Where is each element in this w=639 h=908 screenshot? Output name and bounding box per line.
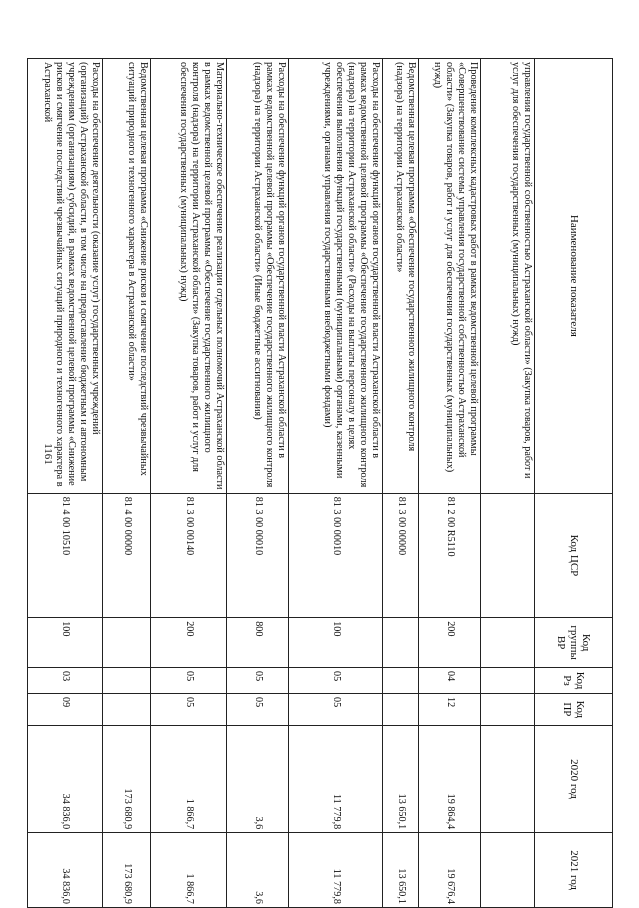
row-2020: 3,6 <box>227 725 289 833</box>
row-rz: 05 <box>289 668 383 694</box>
row-pr: 12 <box>419 694 481 726</box>
budget-table <box>27 58 613 908</box>
row-name: Расходы на обеспечение деятельности (оказание услуг) государственных учреждений (организаций) Астраханской области, в том числе на предоставление бюджетным и автономным учреждениям (организациям) субсидий, в рамках ведомственной целевой программы «Снижение рисков и смягчение последствий чрезвычайных ситуаций природного и техногенного характера в Астраханской <box>28 59 103 494</box>
row-csr: 81 4 00 10510 <box>28 493 103 618</box>
row-2020: 13 650,1 <box>383 725 419 833</box>
row-name: Расходы на обеспечение функций органов государственной власти Астраханской области в рамках ведомственной целевой программы «Обеспечение государственного жилищного контроля (надзора) на территории Астраханской области» (Иные бюджетные ассигнования) <box>227 59 289 494</box>
row-rz <box>383 668 419 694</box>
row-rz: 05 <box>227 668 289 694</box>
row-2021 <box>481 833 535 908</box>
row-2021: 19 676,4 <box>419 833 481 908</box>
row-vr: 800 <box>227 618 289 668</box>
row-pr: 05 <box>289 694 383 726</box>
header-2020: 2020 год <box>535 725 613 833</box>
row-vr: 200 <box>151 618 227 668</box>
row-2020: 19 864,4 <box>419 725 481 833</box>
table-row <box>103 59 151 908</box>
row-rz <box>103 668 151 694</box>
row-pr <box>481 694 535 726</box>
header-name: Наименование показателя <box>535 59 613 494</box>
row-2020: 1 866,7 <box>151 725 227 833</box>
row-vr <box>481 618 535 668</box>
row-pr: 09 <box>28 694 103 726</box>
row-pr <box>383 694 419 726</box>
row-csr <box>481 493 535 618</box>
header-2021: 2021 год <box>535 833 613 908</box>
row-name: Ведомственная целевая программа «Снижение рисков и смягчение последствий чрезвычайных ситуаций природного и техногенного характера в Астраханской области» <box>103 59 151 494</box>
header-vr: Код группы ВР <box>535 618 613 668</box>
row-2020: 34 836,0 <box>28 725 103 833</box>
row-rz: 05 <box>151 668 227 694</box>
row-2020: 173 680,9 <box>103 725 151 833</box>
row-vr: 100 <box>28 618 103 668</box>
table-row <box>227 59 289 908</box>
header-csr: Код ЦСР <box>535 493 613 618</box>
table-row <box>419 59 481 908</box>
header-rz: Код Рз <box>535 668 613 694</box>
row-2021: 11 779,8 <box>289 833 383 908</box>
row-2020: 11 779,8 <box>289 725 383 833</box>
row-pr: 05 <box>151 694 227 726</box>
table-row <box>383 59 419 908</box>
row-name: Проведение комплексных кадастровых работ в рамках ведомственной целевой программы «Совершенствование системы управления государственной собственностью Астраханской области» (Закупка товаров, работ и услуг для обеспечения государственных (муниципальных) нужд) <box>419 59 481 494</box>
row-vr <box>103 618 151 668</box>
header-pr: Код ПР <box>535 694 613 726</box>
header-row <box>535 59 613 908</box>
table-row <box>289 59 383 908</box>
table-row <box>151 59 227 908</box>
row-rz <box>481 668 535 694</box>
row-name: Расходы на обеспечение функций органов государственной власти Астраханской области в рамках ведомственной целевой программы «Обеспечение государственного жилищного контроля (надзора) на территории Астраханской области» (Расходы на выплаты персоналу в целях обеспечения выполнения функций государственными (муниципальными) органами, казенными учреждениями, органами управления государственными внебюджетными фондами) <box>289 59 383 494</box>
row-2021: 34 836,0 <box>28 833 103 908</box>
row-pr: 05 <box>227 694 289 726</box>
table-row <box>481 59 535 908</box>
row-2021: 1 866,7 <box>151 833 227 908</box>
row-2021: 173 680,9 <box>103 833 151 908</box>
row-name: Ведомственная целевая программа «Обеспечение государственного жилищного контроля (надзора) на территории Астраханской области» <box>383 59 419 494</box>
row-pr <box>103 694 151 726</box>
row-2021: 13 650,1 <box>383 833 419 908</box>
row-vr <box>383 618 419 668</box>
row-2020 <box>481 725 535 833</box>
row-csr: 81 3 00 00140 <box>151 493 227 618</box>
row-csr: 81 3 00 00010 <box>227 493 289 618</box>
row-csr: 81 3 00 00010 <box>289 493 383 618</box>
row-2021: 3,6 <box>227 833 289 908</box>
row-name: Материально-техническое обеспечение реализации отдельных полномочий Астраханской области в рамках ведомственной целевой программы «Обеспечение государственного жилищного контроля (надзора) на территории Астраханской области» (Закупка товаров, работ и услуг для обеспечения государственных (муниципальных) нужд) <box>151 59 227 494</box>
row-csr: 81 2 00 R5110 <box>419 493 481 618</box>
row-rz: 03 <box>28 668 103 694</box>
row-csr: 81 4 00 00000 <box>103 493 151 618</box>
row-vr: 200 <box>419 618 481 668</box>
row-name: управления государственной собственностью Астраханской области» (Закупка товаров, работ и услуг для обеспечения государственных (муниципальных) нужд) <box>481 59 535 494</box>
page-number: 1161 <box>42 443 54 465</box>
table-row <box>28 59 103 908</box>
row-csr: 81 3 00 00000 <box>383 493 419 618</box>
row-rz: 04 <box>419 668 481 694</box>
row-vr: 100 <box>289 618 383 668</box>
